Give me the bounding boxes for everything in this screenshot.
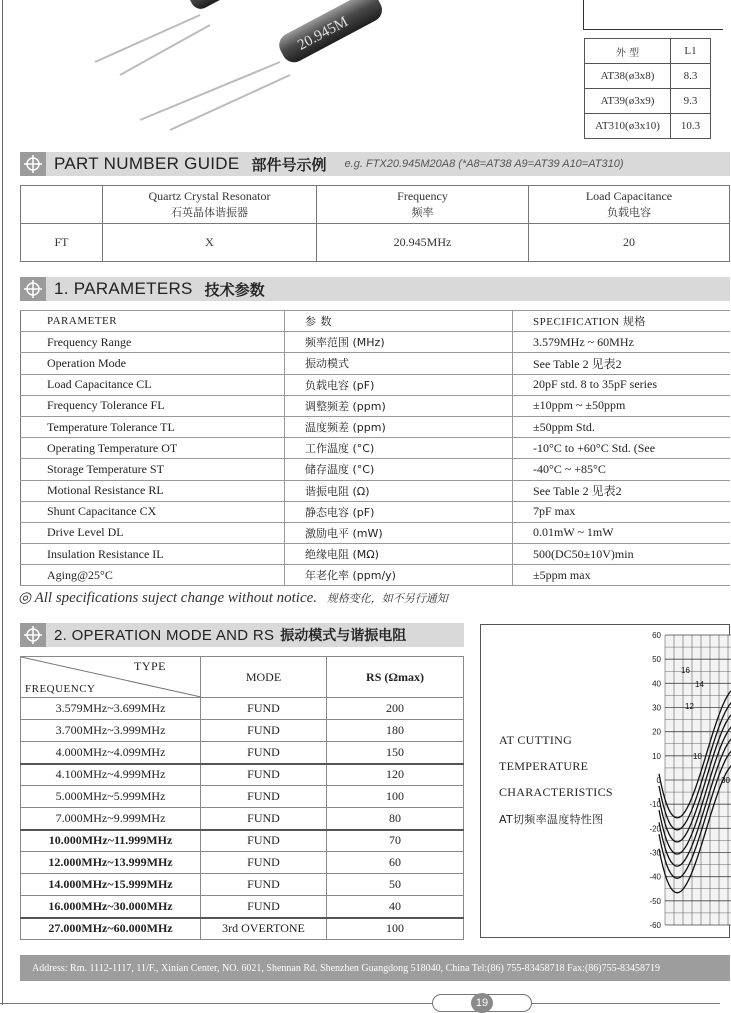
- rs-header: RS (Ωmax): [327, 657, 464, 698]
- mode-value: FUND: [201, 786, 327, 808]
- param-name-cn: 谐振电阻 (Ω): [285, 480, 513, 501]
- pn-header-load-cap: [529, 186, 730, 224]
- table-row: [21, 720, 464, 742]
- y-tick-label: -30: [649, 848, 661, 858]
- table-row: [21, 852, 464, 874]
- y-tick-label: 20: [652, 727, 661, 737]
- page-left-border: [2, 0, 3, 1005]
- bottom-rule: [0, 1003, 720, 1004]
- crosshair-icon: [20, 623, 46, 647]
- table-row: [21, 808, 464, 830]
- param-name-cn: 储存温度 (°C): [285, 459, 513, 480]
- param-name-cn: 负载电容 (pF): [285, 374, 513, 395]
- param-spec: ±5ppm max: [513, 565, 731, 586]
- frequency-range: 12.000MHz~13.999MHz: [21, 852, 201, 874]
- dim-row-type: AT38(ø3x8): [585, 64, 671, 89]
- param-spec: 7pF max: [513, 501, 731, 522]
- footer-address-bar: [20, 955, 730, 981]
- param-name-cn: 振动模式: [285, 353, 513, 374]
- specification-notice: [18, 588, 448, 607]
- frequency-range: 7.000MHz~9.999MHz: [21, 808, 201, 830]
- pn-value-resonator: X: [103, 224, 317, 262]
- table-row: [21, 786, 464, 808]
- y-tick-label: 0: [656, 776, 661, 785]
- param-spec: ±10ppm ~ ±50ppm: [513, 395, 731, 416]
- mode-value: 3rd OVERTONE: [201, 918, 327, 940]
- section-title: 2. OPERATION MODE AND RS: [54, 626, 275, 644]
- y-tick-label: 30: [652, 703, 661, 713]
- pn-header-en: Load Capacitance: [585, 189, 673, 203]
- y-tick-label: 10: [652, 751, 661, 761]
- mode-value: FUND: [201, 808, 327, 830]
- param-name-cn: 激励电平 (mW): [285, 522, 513, 543]
- pn-value-frequency: 20.945MHz: [317, 224, 529, 262]
- rs-value: 200: [327, 698, 464, 720]
- section-title: 1. PARAMETERS: [54, 279, 193, 298]
- table-row: [21, 698, 464, 720]
- frequency-range: 16.000MHz~30.000MHz: [21, 896, 201, 918]
- table-row: [21, 438, 731, 459]
- frequency-range: 5.000MHz~5.999MHz: [21, 786, 201, 808]
- frequency-range: 4.100MHz~4.999MHz: [21, 764, 201, 786]
- rs-value: 150: [327, 742, 464, 764]
- footer-address: Address: Rm. 1112-1117, 11/F., Xinian Center, NO. 6021, Shennan Rd. Shenzhen Guangdong 518040, China Tel:(86) 755-83458718 Fax:(86)755-83458719: [32, 962, 660, 974]
- curve-label: 12: [685, 702, 694, 711]
- frequency-range: 4.000MHz~4.099MHz: [21, 742, 201, 764]
- param-name: Frequency Tolerance FL: [21, 395, 285, 416]
- table-row: [21, 416, 731, 437]
- param-name-cn: 静态电容 (pF): [285, 501, 513, 522]
- dimension-drawing-fragment: [583, 0, 723, 30]
- crystal-marking-text: 20.945M: [295, 13, 351, 54]
- table-row: [21, 459, 731, 480]
- table-row: [21, 522, 731, 543]
- param-spec: -40°C ~ +85°C: [513, 459, 731, 480]
- curve-label: 30: [721, 776, 730, 785]
- y-tick-label: -50: [649, 896, 661, 906]
- table-row: [21, 565, 731, 586]
- param-name-cn: 调整频差 (ppm): [285, 395, 513, 416]
- part-number-example: e.g. FTX20.945M20A8 (*A8=AT38 A9=AT39 A10=AT310): [344, 158, 624, 170]
- chart-title-cn: AT切频率温度特性图: [499, 813, 604, 826]
- table-row: [21, 480, 731, 501]
- frequency-header: FREQUENCY: [25, 683, 96, 695]
- table-row: [21, 544, 731, 565]
- rs-value: 100: [327, 786, 464, 808]
- rs-value: 50: [327, 874, 464, 896]
- param-name: Motional Resistance RL: [21, 480, 285, 501]
- param-name: Aging@25°C: [21, 565, 285, 586]
- notice-bullet-icon: ◎: [18, 590, 32, 606]
- pn-header-cn: 频率: [411, 206, 434, 219]
- mode-value: FUND: [201, 852, 327, 874]
- dim-row-l1: 9.3: [671, 89, 711, 114]
- section-title-cn: 部件号示例: [251, 155, 327, 174]
- table-row: [21, 742, 464, 764]
- dim-header-type: 外 型: [585, 39, 671, 64]
- section-title-cn: 振动模式与谐振电阻: [280, 628, 407, 644]
- notice-en: All specifications suject change without notice.: [34, 590, 318, 606]
- dim-row-l1: 10.3: [671, 114, 711, 139]
- param-spec: 3.579MHz ~ 60MHz: [513, 332, 731, 353]
- pn-header-cn: 负载电容: [607, 206, 651, 219]
- param-name: Frequency Range: [21, 332, 285, 353]
- param-name-cn: 温度频差 (ppm): [285, 416, 513, 437]
- y-tick-label: -20: [649, 824, 661, 834]
- table-header-row: [21, 311, 731, 332]
- pn-header-en: Quartz Crystal Resonator: [148, 189, 271, 203]
- pn-header-cn: 石英晶体谐振器: [171, 206, 248, 219]
- pn-header-frequency: [317, 186, 529, 224]
- mode-value: FUND: [201, 698, 327, 720]
- curve-label: 14: [695, 680, 704, 689]
- param-name: Storage Temperature ST: [21, 459, 285, 480]
- table-row: [21, 374, 731, 395]
- frequency-range: 14.000MHz~15.999MHz: [21, 874, 201, 896]
- y-tick-label: 60: [652, 631, 661, 640]
- chart-title-line: TEMPERATURE: [499, 759, 589, 773]
- param-name: Insulation Resistance IL: [21, 544, 285, 565]
- rs-value: 100: [327, 918, 464, 940]
- rs-value: 120: [327, 764, 464, 786]
- dim-row-type: AT39(ø3x9): [585, 89, 671, 114]
- pn-value-load-cap: 20: [529, 224, 730, 262]
- temperature-chart: [481, 625, 731, 939]
- rs-value: 180: [327, 720, 464, 742]
- table-row: [21, 874, 464, 896]
- param-name-cn: 绝缘电阻 (MΩ): [285, 544, 513, 565]
- y-tick-label: -40: [649, 872, 661, 882]
- section-title: PART NUMBER GUIDE: [54, 154, 240, 173]
- param-name: Load Capacitance CL: [21, 374, 285, 395]
- table-row: [21, 395, 731, 416]
- operation-mode-header: [20, 623, 464, 647]
- frequency-range: 3.579MHz~3.699MHz: [21, 698, 201, 720]
- operation-mode-table: [20, 656, 464, 940]
- notice-cn: 规格变化，如不另行通知: [326, 592, 448, 605]
- param-name: Operation Mode: [21, 353, 285, 374]
- param-name-cn: 频率范围 (MHz): [285, 332, 513, 353]
- mode-value: FUND: [201, 874, 327, 896]
- crosshair-icon: [20, 277, 46, 301]
- dim-row-type: AT310(ø3x10): [585, 114, 671, 139]
- param-header: PARAMETER: [21, 311, 285, 332]
- y-tick-label: 40: [652, 679, 661, 689]
- frequency-range: 3.700MHz~3.999MHz: [21, 720, 201, 742]
- frequency-range: 10.000MHz~11.999MHz: [21, 830, 201, 852]
- y-tick-label: 50: [652, 655, 661, 665]
- dim-row-l1: 8.3: [671, 64, 711, 89]
- pn-value-prefix: FT: [21, 224, 103, 262]
- type-header: TYPE: [134, 659, 166, 673]
- table-row: [21, 353, 731, 374]
- param-name: Drive Level DL: [21, 522, 285, 543]
- table-row: [21, 501, 731, 522]
- param-name: Operating Temperature OT: [21, 438, 285, 459]
- dim-header-l1: L1: [671, 39, 711, 64]
- parameters-header: [20, 277, 730, 301]
- y-tick-label: -60: [649, 921, 661, 930]
- param-spec: ±50ppm Std.: [513, 416, 731, 437]
- temperature-chart-box: [480, 624, 730, 938]
- parameters-table: [20, 310, 730, 586]
- diagonal-header-cell: [21, 657, 201, 698]
- mode-value: FUND: [201, 830, 327, 852]
- spec-header: SPECIFICATION 规格: [513, 311, 731, 332]
- part-number-guide-header: [20, 152, 730, 176]
- rs-value: 40: [327, 896, 464, 918]
- y-tick-label: -10: [649, 800, 661, 810]
- chart-title-line: CHARACTERISTICS: [499, 785, 613, 799]
- crystal-resonator-photo: [60, 0, 390, 130]
- param-spec: -10°C to +60°C Std. (See: [513, 438, 731, 459]
- rs-value: 60: [327, 852, 464, 874]
- curve-label: 16: [681, 666, 690, 675]
- table-row: [21, 918, 464, 940]
- rs-value: 80: [327, 808, 464, 830]
- param-spec: See Table 2 见表2: [513, 353, 731, 374]
- frequency-range: 27.000MHz~60.000MHz: [21, 918, 201, 940]
- table-row: [21, 332, 731, 353]
- crosshair-icon: [20, 152, 46, 176]
- pn-header-en: Frequency: [397, 189, 448, 203]
- table-row: [21, 764, 464, 786]
- dimension-table: [584, 38, 711, 139]
- table-row: [21, 896, 464, 918]
- param-spec: 500(DC50±10V)min: [513, 544, 731, 565]
- mode-header: MODE: [201, 657, 327, 698]
- mode-value: FUND: [201, 742, 327, 764]
- page-number: 19: [471, 993, 493, 1013]
- table-row: [21, 830, 464, 852]
- param-name: Shunt Capacitance CX: [21, 501, 285, 522]
- section-title-cn: 技术参数: [204, 280, 265, 299]
- param-name-cn: 年老化率 (ppm/y): [285, 565, 513, 586]
- param-spec: 0.01mW ~ 1mW: [513, 522, 731, 543]
- table-header-row: [21, 657, 464, 698]
- param-name: Temperature Tolerance TL: [21, 416, 285, 437]
- param-spec: 20pF std. 8 to 35pF series: [513, 374, 731, 395]
- chart-title-line: AT CUTTING: [499, 733, 573, 747]
- pn-header-resonator: [103, 186, 317, 224]
- param-spec: See Table 2 见表2: [513, 480, 731, 501]
- mode-value: FUND: [201, 896, 327, 918]
- param-name-cn: 工作温度 (°C): [285, 438, 513, 459]
- part-number-table: [20, 185, 730, 262]
- mode-value: FUND: [201, 764, 327, 786]
- param-header-cn: 参 数: [285, 311, 513, 332]
- rs-value: 70: [327, 830, 464, 852]
- pn-header-blank: [21, 186, 103, 224]
- curve-label: 10: [693, 752, 702, 761]
- mode-value: FUND: [201, 720, 327, 742]
